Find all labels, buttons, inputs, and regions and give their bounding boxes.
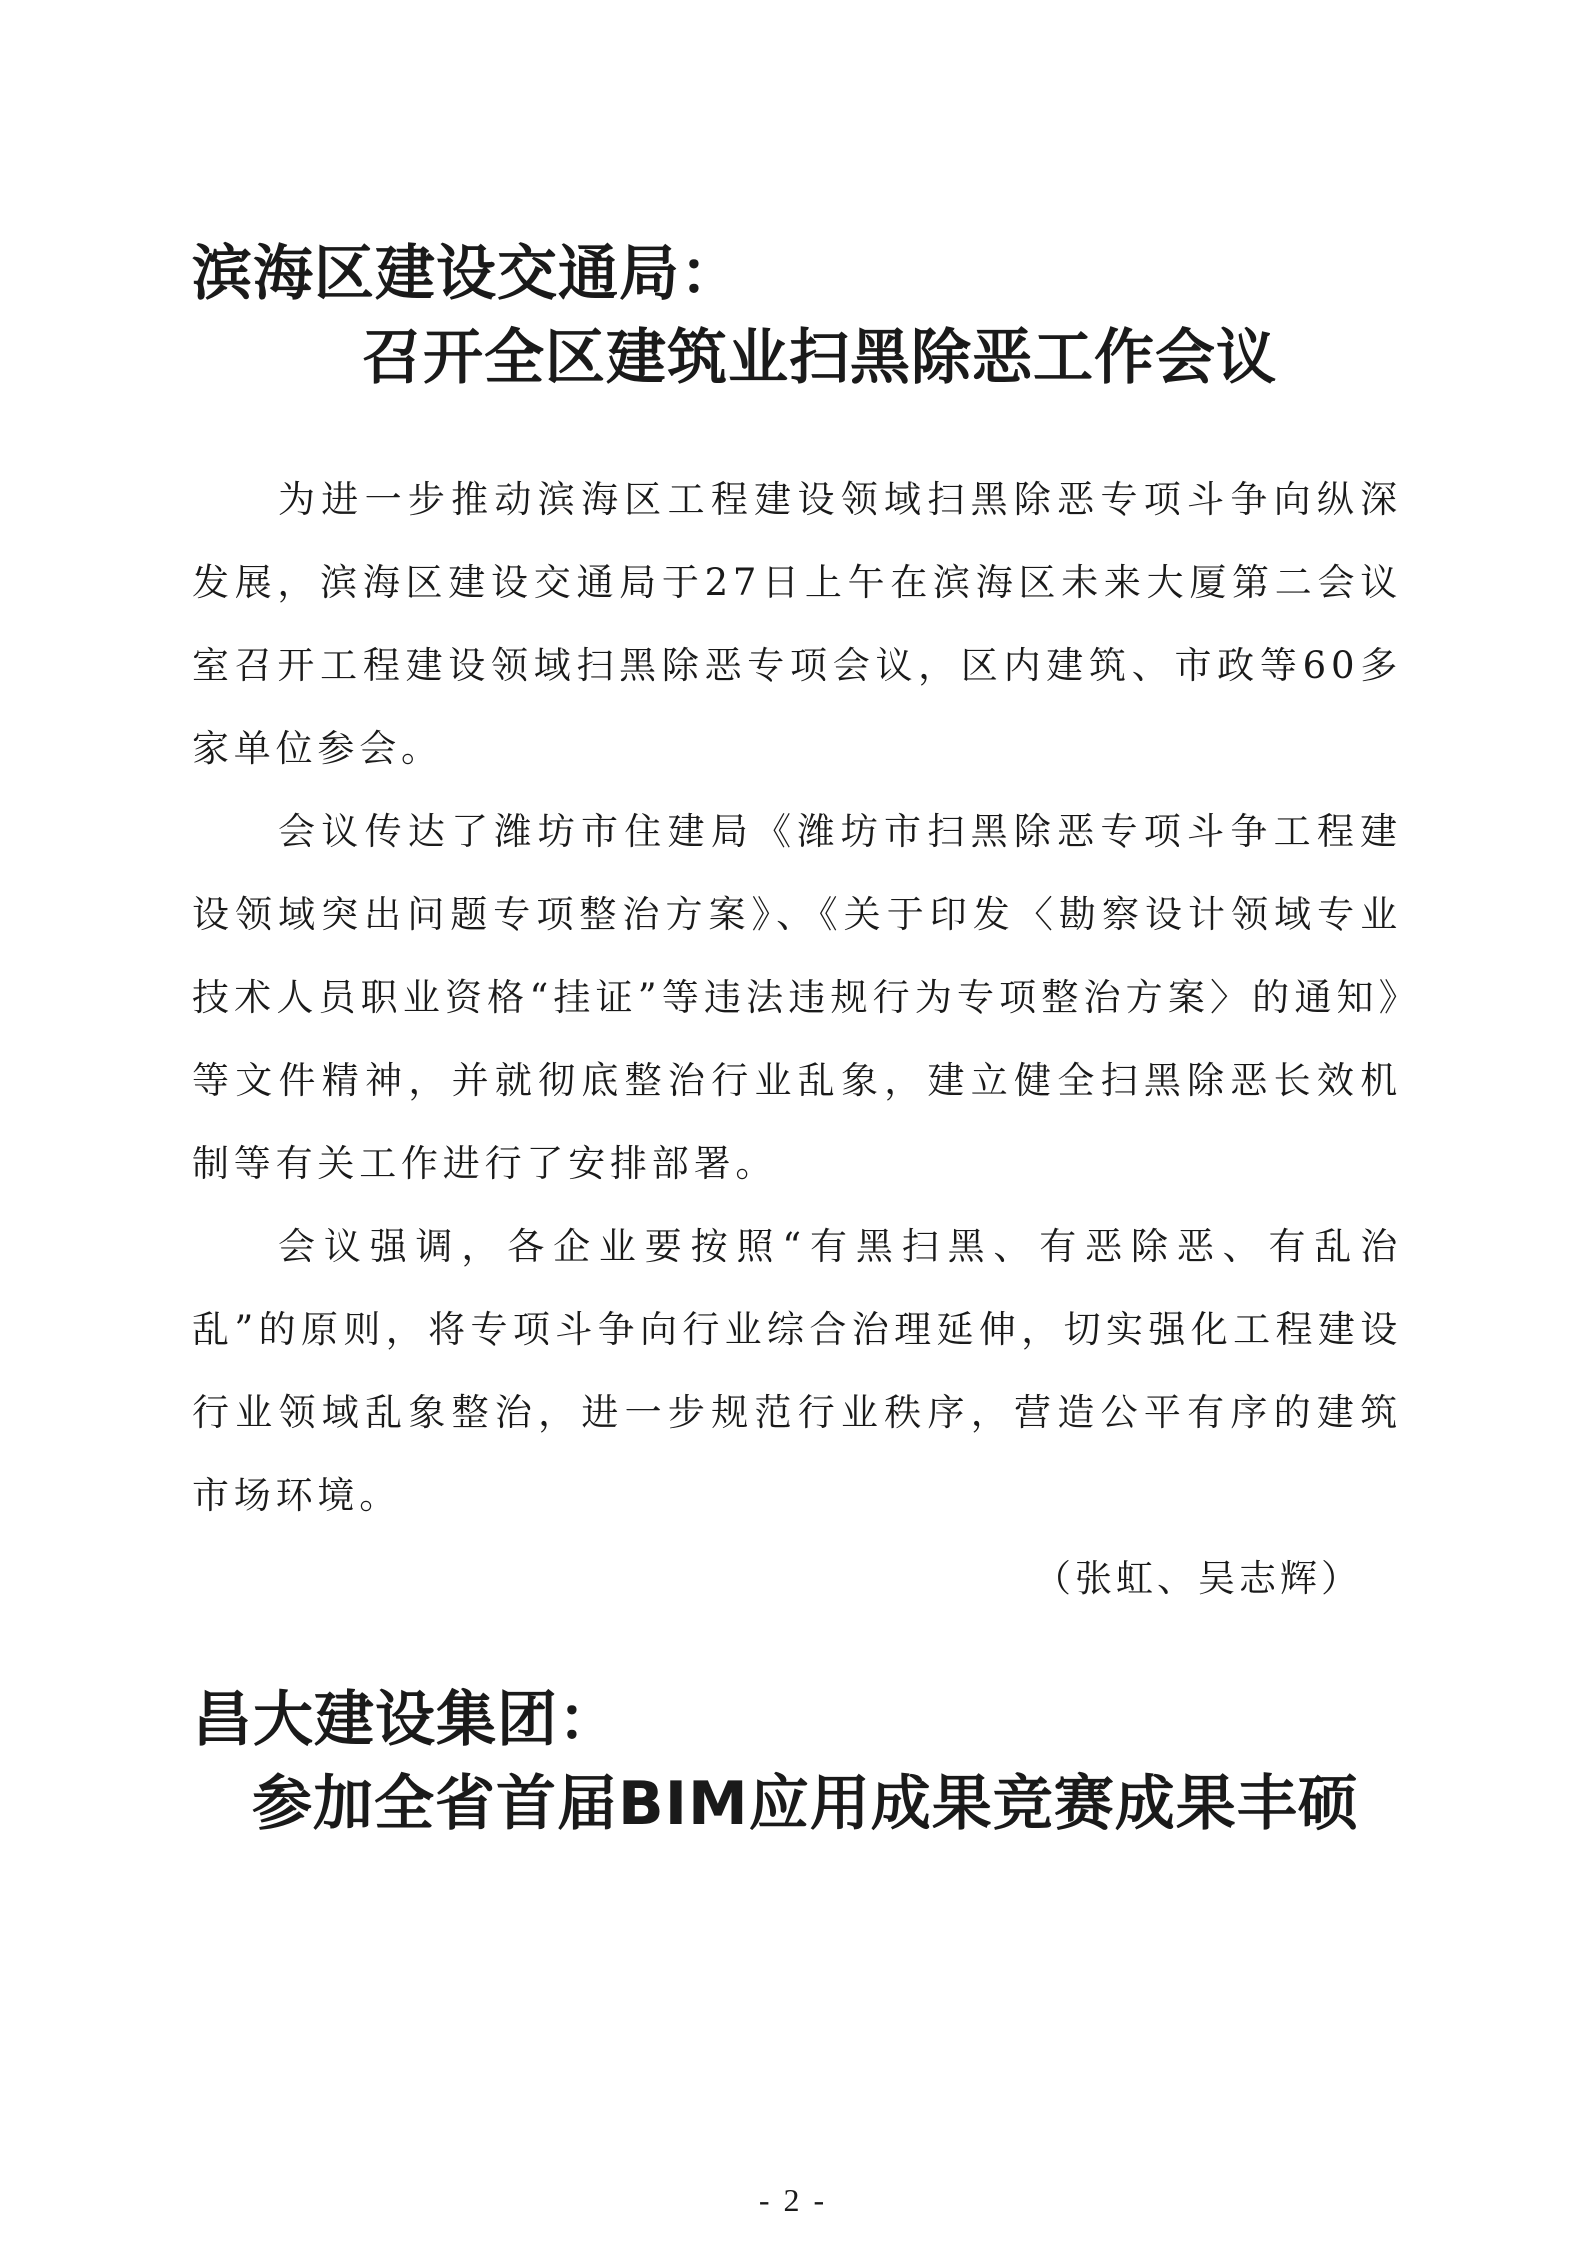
article-paragraph: 会议强调，各企业要按照“有黑扫黑、有恶除恶、有乱治乱”的原则，将专项斗争向行业综合治理延伸，切实强化工程建设行业领域乱象整治，进一步规范行业秩序，营造公平有序的建筑市场环境。 (192, 1225, 1402, 1517)
page-number: - 2 - (758, 2182, 828, 2218)
article-title-line1: 昌大建设集团： (192, 1685, 619, 1755)
article-byline: （张虹、吴志辉） (1034, 1557, 1362, 1600)
article-body (192, 458, 1402, 1620)
article-paragraph: 为进一步推动滨海区工程建设领域扫黑除恶专项斗争向纵深发展，滨海区建设交通局于27日上午在滨海区未来大厦第二会议室召开工程建设领域扫黑除恶专项会议，区内建筑、市政等60多家单位参会。 (192, 478, 1402, 770)
article-title-line2: 召开全区建筑业扫黑除恶工作会议 (362, 323, 1277, 393)
article-changda-bim (192, 1678, 1402, 1846)
article-paragraph: 会议传达了潍坊市住建局《潍坊市扫黑除恶专项斗争工程建设领域突出问题专项整治方案》、《关于印发〈勘察设计领域专业技术人员职业资格“挂证”等违法违规行为专项整治方案〉的通知》等文件精神，并就彻底整治行业乱象，建立健全扫黑除恶长效机制等有关工作进行了安排部署。 (192, 810, 1402, 1185)
article-title-line1: 滨海区建设交通局： (192, 239, 741, 309)
article-binhai-meeting (192, 232, 1402, 1620)
article-title-line2: 参加全省首届BIM应用成果竞赛成果丰硕 (252, 1769, 1359, 1839)
